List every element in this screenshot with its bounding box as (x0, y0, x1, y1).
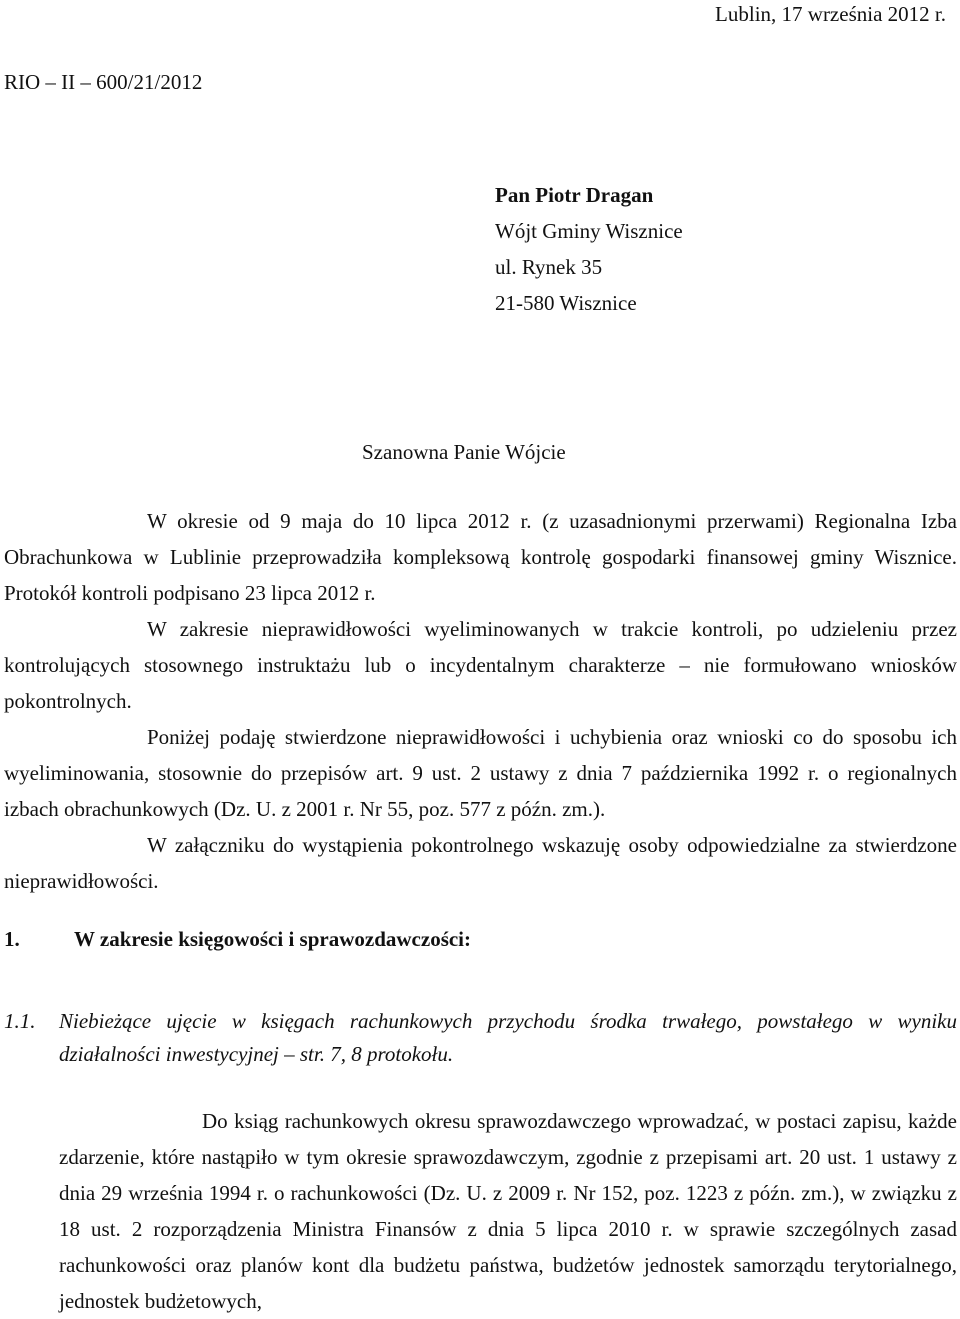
subsection-heading (4, 1005, 957, 1071)
paragraph-eliminated: W zakresie nieprawidłowości wyeliminowanych w trakcie kontroli, po udzieleniu przez kontrolujących stosownego instruktażu lub o incydentalnym charakterze – nie formułowano wniosków pokontrolnych. (4, 617, 957, 713)
subsection-body: Do ksiąg rachunkowych okresu sprawozdawczego wprowadzać, w postaci zapisu, każde zdarzenie, które nastąpiło w tym okresie sprawozdawczym, zgodnie z przepisami art. 20 ust. 1 ustawy z dnia 29 września 1994 r. o rachunkowości (Dz. U. z 2009 r. Nr 152, poz. 1223 z późn. zm.), w związku z 18 ust. 2 rozporządzenia Ministra Finansów z dnia 5 lipca 2010 r. w sprawie szczególnych zasad rachunkowości oraz planów kont dla budżetu państwa, budżetów jednostek samorządu terytorialnego, jednostek budżetowych, (59, 1109, 957, 1313)
recipient-title: Wójt Gminy Wisznice (495, 219, 683, 243)
reference-number: RIO – II – 600/21/2012 (4, 70, 203, 94)
section-title: W zakresie księgowości i sprawozdawczości: (74, 927, 472, 951)
recipient-street: ul. Rynek 35 (495, 255, 603, 279)
subsection-title: Niebieżące ujęcie w księgach rachunkowych przychodu środka trwałego, powstałego w wyniku działalności inwestycyjnej – str. 7, 8 protokołu. (59, 1009, 957, 1066)
recipient-city: 21-580 Wisznice (495, 291, 637, 315)
paragraph-intro: W okresie od 9 maja do 10 lipca 2012 r. (z uzasadnionymi przerwami) Regionalna Izba Obrachunkowa w Lublinie przeprowadziła kompleksową kontrolę gospodarki finansowej gminy Wisznice. Protokół kontroli podpisano 23 lipca 2012 r. (4, 509, 957, 605)
subsection-number: 1.1. (4, 1009, 36, 1033)
paragraph-attachment: W załączniku do wystąpienia pokontrolnego wskazuję osoby odpowiedzialne za stwierdzone nieprawidłowości. (4, 833, 957, 893)
paragraph-findings: Poniżej podaję stwierdzone nieprawidłowości i uchybienia oraz wnioski co do sposobu ich wyeliminowania, stosownie do przepisów art. 9 ust. 2 ustawy z dnia 7 października 1992 r. o regionalnych izbach obrachunkowych (Dz. U. z 2001 r. Nr 55, poz. 577 z późn. zm.). (4, 725, 957, 821)
recipient-name: Pan Piotr Dragan (495, 183, 654, 207)
section-heading (4, 927, 471, 952)
recipient-address (495, 177, 683, 321)
salutation: Szanowna Panie Wójcie (362, 440, 566, 464)
section-number: 1. (4, 927, 20, 951)
letter-date: Lublin, 17 września 2012 r. (715, 2, 946, 26)
